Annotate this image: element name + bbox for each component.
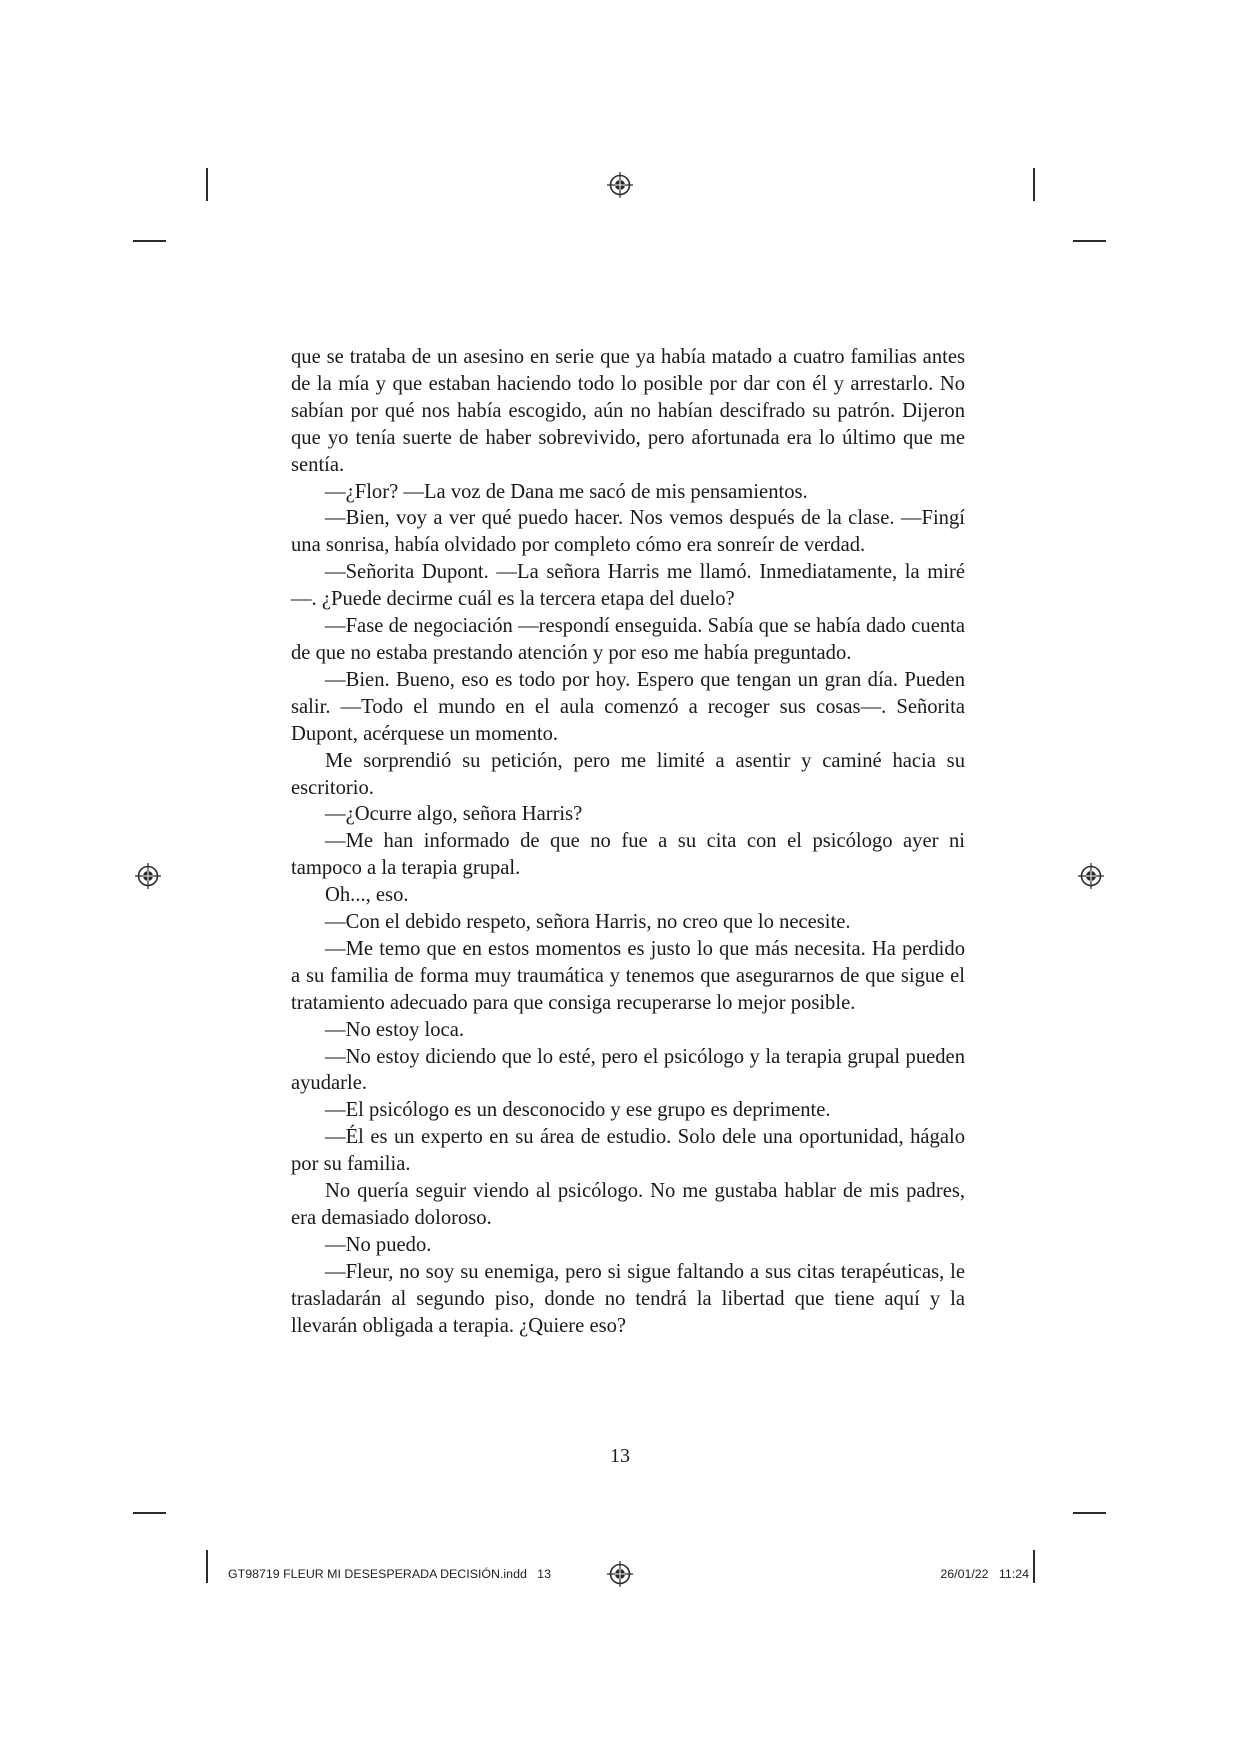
slug-datetime: 26/01/22 11:24 — [940, 1567, 1029, 1581]
crop-mark-top-left-horizontal — [133, 240, 166, 242]
paragraph: —Bien, voy a ver qué puedo hacer. Nos vemos después de la clase. —Fingí una sonrisa, había olvidado por completo cómo era sonreír de verdad. — [291, 507, 965, 557]
paragraph: —Fase de negociación —respondí enseguida. Sabía que se había dado cuenta de que no estaba prestando atención y por eso me había preguntado. — [291, 615, 965, 664]
crop-mark-bottom-right-horizontal — [1073, 1512, 1106, 1514]
crop-mark-bottom-right-vertical — [1033, 1550, 1035, 1583]
paragraph: —Señorita Dupont. —La señora Harris me llamó. Inmediatamente, la miré—. ¿Puede decirme cuál es la tercera etapa del duelo? — [291, 561, 965, 611]
paragraph: —No estoy loca. — [325, 1018, 464, 1041]
paragraph: que se trataba de un asesino en serie que ya había matado a cuatro familias antes de la mía y que estaban haciendo todo lo posible por dar con él y arrestarlo. No sabían por qué nos había escogido, aún no habían descifrado su patrón. Dijeron que yo tenía suerte de haber sobrevivido, pero afortunada era lo último que me sentía. — [291, 346, 965, 476]
crop-mark-bottom-left-horizontal — [133, 1512, 166, 1514]
paragraph: —No estoy diciendo que lo esté, pero el psicólogo y la terapia grupal pueden ayudarle. — [291, 1045, 965, 1095]
paragraph: —Bien. Bueno, eso es todo por hoy. Espero que tengan un gran día. Pueden salir. —Todo el mundo en el aula comenzó a recoger sus cosas—. Señorita Dupont, acérquese un momento. — [291, 668, 965, 745]
paragraph: No quería seguir viendo al psicólogo. No me gustaba hablar de mis padres, era demasiado doloroso. — [291, 1180, 965, 1229]
registration-mark-icon — [135, 863, 161, 889]
paragraph: —¿Ocurre algo, señora Harris? — [325, 803, 583, 826]
body-text — [291, 344, 965, 1340]
crop-mark-top-right-horizontal — [1073, 240, 1106, 242]
paragraph: —¿Flor? —La voz de Dana me sacó de mis pensamientos. — [325, 480, 808, 503]
registration-mark-icon — [607, 172, 633, 198]
paragraph: —El psicólogo es un desconocido y ese grupo es deprimente. — [325, 1099, 831, 1122]
paragraph: Oh..., eso. — [325, 884, 409, 907]
paragraph: —Con el debido respeto, señora Harris, no creo que lo necesite. — [325, 911, 851, 934]
crop-mark-top-right-vertical — [1033, 168, 1035, 201]
page-number: 13 — [610, 1445, 630, 1467]
paragraph: —Fleur, no soy su enemiga, pero si sigue faltando a sus citas terapéuticas, le trasladarán al segundo piso, donde no tendrá la libertad que tiene aquí y la llevarán obligada a terapia. ¿Quiere eso? — [291, 1260, 965, 1337]
paragraph: —Él es un experto en su área de estudio. Solo dele una oportunidad, hágalo por su familia. — [291, 1126, 965, 1176]
paragraph: —Me temo que en estos momentos es justo lo que más necesita. Ha perdido a su familia de forma muy traumática y tenemos que asegurarnos de que sigue el tratamiento adecuado para que consiga recuperarse lo mejor posible. — [291, 937, 965, 1014]
registration-mark-icon — [1078, 863, 1104, 889]
paragraph: —Me han informado de que no fue a su cita con el psicólogo ayer ni tampoco a la terapia grupal. — [291, 830, 965, 880]
slug-filename: GT98719 FLEUR MI DESESPERADA DECISIÓN.indd 13 — [228, 1567, 551, 1581]
paragraph: —No puedo. — [325, 1233, 432, 1256]
paragraph: Me sorprendió su petición, pero me limité a asentir y caminé hacia su escritorio. — [291, 749, 965, 799]
registration-mark-icon — [607, 1561, 633, 1587]
crop-mark-bottom-left-vertical — [206, 1550, 208, 1583]
crop-mark-top-left-vertical — [206, 168, 208, 201]
